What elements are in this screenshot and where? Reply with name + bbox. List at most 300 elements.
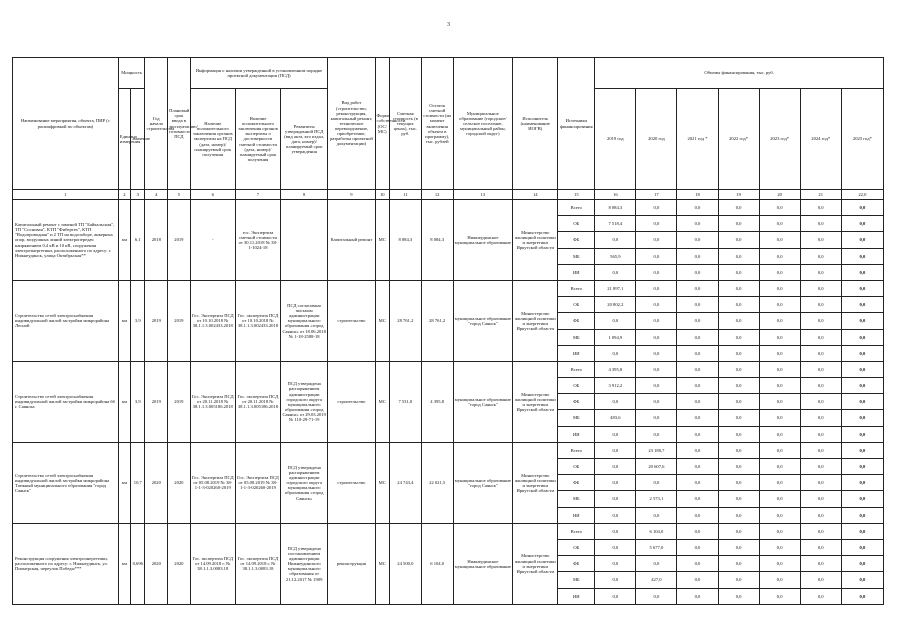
funding-value-cell: 0,0 bbox=[841, 556, 883, 572]
table-row bbox=[13, 361, 884, 377]
column-number-cell: 1 bbox=[13, 190, 119, 200]
funding-value-cell: 0,0 bbox=[841, 361, 883, 377]
table-row bbox=[13, 200, 884, 216]
funding-value-cell: 0,0 bbox=[636, 426, 677, 442]
header-year-2024: 2024 год* bbox=[800, 89, 841, 190]
executor-cell: Министерство жилищной политики и энергетики Иркутской области bbox=[513, 361, 558, 442]
estimate-cell: 7 531,0 bbox=[389, 361, 421, 442]
funding-value-cell: 7 518,4 bbox=[595, 216, 636, 232]
capacity-value-cell: 0,696 bbox=[131, 523, 145, 604]
work-type-cell: строительство bbox=[328, 442, 375, 523]
header-year-2022: 2022 год* bbox=[718, 89, 759, 190]
year-start-cell: 2020 bbox=[145, 523, 168, 604]
column-number-cell: 20 bbox=[759, 190, 800, 200]
column-number-cell: 3 bbox=[131, 190, 145, 200]
funding-value-cell: 0,0 bbox=[718, 475, 759, 491]
column-number-cell: 8 bbox=[281, 190, 328, 200]
estimate-cell: 24 743,4 bbox=[389, 442, 421, 523]
funding-value-cell: 0,0 bbox=[759, 361, 800, 377]
funding-value-cell: 0,0 bbox=[759, 491, 800, 507]
column-number-cell: 18 bbox=[677, 190, 718, 200]
funding-value-cell: 0,0 bbox=[636, 232, 677, 248]
funding-value-cell: 0,0 bbox=[595, 523, 636, 539]
funding-source-cell: МБ bbox=[558, 248, 595, 264]
year-plan-cell: 2019 bbox=[168, 280, 191, 361]
funding-value-cell: 0,0 bbox=[718, 410, 759, 426]
header-funding: Объемы финансирования, тыс. руб. bbox=[595, 58, 884, 89]
funding-source-cell: ОБ bbox=[558, 216, 595, 232]
year-start-cell: 2019 bbox=[145, 361, 168, 442]
funding-value-cell: 0,0 bbox=[759, 200, 800, 216]
funding-source-cell: ФБ bbox=[558, 313, 595, 329]
funding-value-cell: 0,0 bbox=[759, 297, 800, 313]
header-year-2023: 2023 год* bbox=[759, 89, 800, 190]
funding-value-cell: 6 104,0 bbox=[636, 523, 677, 539]
funding-value-cell: 0,0 bbox=[800, 556, 841, 572]
psd-positive-cell: Гос. Экспертиза ПСД от 05.08.2019 № 38-1-1-3-020260-2019 bbox=[190, 442, 235, 523]
funding-value-cell: 0,0 bbox=[636, 297, 677, 313]
funding-value-cell: 0,0 bbox=[800, 313, 841, 329]
column-number-cell: 13 bbox=[453, 190, 513, 200]
funding-source-cell: Всего bbox=[558, 523, 595, 539]
year-start-cell: 2019 bbox=[145, 280, 168, 361]
funding-value-cell: 0,0 bbox=[636, 475, 677, 491]
column-number-cell: 5 bbox=[168, 190, 191, 200]
funding-value-cell: 0,0 bbox=[718, 248, 759, 264]
funding-value-cell: 0,0 bbox=[800, 426, 841, 442]
investment-program-table bbox=[12, 57, 884, 605]
funding-value-cell: 0,0 bbox=[759, 459, 800, 475]
funding-value-cell: 0,0 bbox=[677, 216, 718, 232]
header-psd-requisites: Реквизиты утвержденной ПСД (вид акта, кто издал, дата, номер)/планируемый срок утверждения bbox=[281, 89, 328, 190]
funding-value-cell: 0,0 bbox=[841, 588, 883, 604]
capacity-unit-cell: км bbox=[118, 523, 130, 604]
funding-value-cell: 0,0 bbox=[841, 394, 883, 410]
column-number-cell: 10 bbox=[375, 190, 389, 200]
funding-value-cell: 0,0 bbox=[636, 507, 677, 523]
funding-value-cell: 2 573,1 bbox=[636, 491, 677, 507]
work-type-cell: реконструкция bbox=[328, 523, 375, 604]
funding-value-cell: 0,0 bbox=[759, 442, 800, 458]
remainder-cell: 6 104,0 bbox=[421, 523, 453, 604]
funding-value-cell: 0,0 bbox=[759, 329, 800, 345]
funding-value-cell: 0,0 bbox=[595, 539, 636, 555]
funding-value-cell: 8 084,3 bbox=[595, 200, 636, 216]
year-plan-cell: 2020 bbox=[168, 442, 191, 523]
executor-cell: Министерство жилищной политики и энергетики Иркутской области bbox=[513, 523, 558, 604]
psd-cost-cell: Гос. Экспертиза ПСД от 05.08.2019 № 38-1-1-3-020260-2019 bbox=[235, 442, 280, 523]
funding-value-cell: 0,0 bbox=[718, 556, 759, 572]
capacity-value-cell: 3,9 bbox=[131, 361, 145, 442]
object-name-cell: Строительство сетей электроснабжения индивидуальной жилой застройки микрорайона 6б г. Саянска bbox=[13, 361, 119, 442]
funding-value-cell: 0,0 bbox=[595, 345, 636, 361]
year-plan-cell: 2020 bbox=[168, 523, 191, 604]
funding-value-cell: 0,0 bbox=[677, 442, 718, 458]
funding-source-cell: ИИ bbox=[558, 588, 595, 604]
funding-value-cell: 0,0 bbox=[636, 394, 677, 410]
funding-value-cell: 0,0 bbox=[718, 507, 759, 523]
funding-value-cell: 0,0 bbox=[800, 200, 841, 216]
funding-value-cell: 0,0 bbox=[595, 394, 636, 410]
funding-value-cell: 0,0 bbox=[636, 280, 677, 296]
year-start-cell: 2018 bbox=[145, 200, 168, 281]
funding-value-cell: 0,0 bbox=[759, 539, 800, 555]
funding-value-cell: 0,0 bbox=[636, 378, 677, 394]
funding-value-cell: 0,0 bbox=[595, 264, 636, 280]
column-number-cell: 6 bbox=[190, 190, 235, 200]
funding-value-cell: 0,0 bbox=[759, 426, 800, 442]
ownership-cell: МС bbox=[375, 442, 389, 523]
funding-value-cell: 0,0 bbox=[677, 426, 718, 442]
funding-value-cell: 0,0 bbox=[841, 459, 883, 475]
funding-value-cell: 0,0 bbox=[677, 345, 718, 361]
funding-source-cell: ОБ bbox=[558, 459, 595, 475]
funding-value-cell: 0,0 bbox=[718, 200, 759, 216]
column-number-cell: 15 bbox=[558, 190, 595, 200]
funding-value-cell: 0,0 bbox=[595, 232, 636, 248]
capacity-unit-cell: км bbox=[118, 442, 130, 523]
funding-source-cell: ИИ bbox=[558, 264, 595, 280]
funding-value-cell: 5 677,0 bbox=[636, 539, 677, 555]
funding-value-cell: 0,0 bbox=[718, 313, 759, 329]
column-numbers-row bbox=[13, 190, 884, 200]
funding-source-cell: ОБ bbox=[558, 378, 595, 394]
funding-value-cell: 0,0 bbox=[800, 280, 841, 296]
column-number-cell: 4 bbox=[145, 190, 168, 200]
funding-value-cell: 0,0 bbox=[800, 329, 841, 345]
header-psd-info: Информация о наличии утвержденной в установленном порядке проектной документации (ПСД) bbox=[190, 58, 328, 89]
header-municipality: Муниципальное образование (городское/сельское поселение, муниципальный район, городской округ) bbox=[453, 58, 513, 190]
capacity-value-cell: 3,9 bbox=[131, 280, 145, 361]
funding-value-cell: 0,0 bbox=[718, 216, 759, 232]
funding-value-cell: 0,0 bbox=[800, 507, 841, 523]
funding-value-cell: 0,0 bbox=[800, 378, 841, 394]
header-work-type: Вид работ (строительство, реконструкция, капитальный ремонт, техническое перевооружение, приобретение, разработка проектной документации) bbox=[328, 58, 375, 190]
funding-value-cell: 0,0 bbox=[718, 588, 759, 604]
funding-value-cell: 0,0 bbox=[841, 523, 883, 539]
funding-value-cell: 0,0 bbox=[718, 329, 759, 345]
funding-value-cell: 0,0 bbox=[800, 394, 841, 410]
funding-value-cell: 0,0 bbox=[595, 459, 636, 475]
funding-source-cell: ИИ bbox=[558, 426, 595, 442]
header-year-2020: 2020 год bbox=[636, 89, 677, 190]
funding-value-cell: 0,0 bbox=[636, 588, 677, 604]
funding-value-cell: 0,0 bbox=[677, 361, 718, 377]
funding-value-cell: 21 897,1 bbox=[595, 280, 636, 296]
capacity-value-cell: 6,1 bbox=[131, 200, 145, 281]
funding-value-cell: 0,0 bbox=[800, 491, 841, 507]
funding-value-cell: 0,0 bbox=[800, 232, 841, 248]
funding-value-cell: 0,0 bbox=[636, 345, 677, 361]
funding-value-cell: 0,0 bbox=[759, 313, 800, 329]
remainder-cell: 4 395,8 bbox=[421, 361, 453, 442]
column-number-cell: 11 bbox=[389, 190, 421, 200]
funding-value-cell: 0,0 bbox=[636, 200, 677, 216]
work-type-cell: строительство bbox=[328, 361, 375, 442]
column-number-cell: 9 bbox=[328, 190, 375, 200]
funding-value-cell: 0,0 bbox=[841, 426, 883, 442]
funding-value-cell: 0,0 bbox=[718, 378, 759, 394]
header-value: Значение bbox=[131, 89, 145, 190]
funding-value-cell: 0,0 bbox=[759, 523, 800, 539]
funding-value-cell: 0,0 bbox=[677, 313, 718, 329]
funding-source-cell: ОБ bbox=[558, 297, 595, 313]
remainder-cell: 28 761,2 bbox=[421, 280, 453, 361]
header-capacity: Мощность bbox=[118, 58, 145, 89]
header-year-2025: 2025 год* bbox=[841, 89, 883, 190]
header-executor: Исполнитель (наименование ИОГВ) bbox=[513, 58, 558, 190]
funding-value-cell: 0,0 bbox=[841, 491, 883, 507]
funding-value-cell: 0,0 bbox=[718, 345, 759, 361]
remainder-cell: 8 084,3 bbox=[421, 200, 453, 281]
funding-source-cell: МБ bbox=[558, 491, 595, 507]
header-row-top bbox=[13, 58, 884, 89]
ownership-cell: МС bbox=[375, 523, 389, 604]
remainder-cell: 22 021,5 bbox=[421, 442, 453, 523]
column-number-cell: 19 bbox=[718, 190, 759, 200]
funding-source-cell: Всего bbox=[558, 200, 595, 216]
funding-value-cell: 0,0 bbox=[841, 232, 883, 248]
funding-value-cell: 0,0 bbox=[759, 248, 800, 264]
funding-value-cell: 0,0 bbox=[718, 232, 759, 248]
psd-cost-cell: Гос. экспертиза ПСД от 20.11.2018 № 38.1.1.3.005186.2018 bbox=[235, 361, 280, 442]
funding-value-cell: 0,0 bbox=[759, 556, 800, 572]
funding-value-cell: 0,0 bbox=[636, 264, 677, 280]
funding-value-cell: 0,0 bbox=[800, 588, 841, 604]
funding-value-cell: 0,0 bbox=[759, 264, 800, 280]
header-ownership: Форма собственности (ОС/МС) bbox=[375, 58, 389, 190]
executor-cell: Министерство жилищной политики и энергетики Иркутской области bbox=[513, 200, 558, 281]
funding-value-cell: 0,0 bbox=[718, 459, 759, 475]
funding-value-cell: 0,0 bbox=[677, 539, 718, 555]
estimate-cell: 8 084,3 bbox=[389, 200, 421, 281]
funding-value-cell: 0,0 bbox=[759, 410, 800, 426]
funding-value-cell: 0,0 bbox=[841, 539, 883, 555]
header-year-2021: 2021 год * bbox=[677, 89, 718, 190]
funding-value-cell: 20 802,2 bbox=[595, 297, 636, 313]
funding-value-cell: 0,0 bbox=[677, 507, 718, 523]
funding-value-cell: 23 180,7 bbox=[636, 442, 677, 458]
funding-value-cell: 0,0 bbox=[718, 572, 759, 588]
estimate-cell: 28 761,2 bbox=[389, 280, 421, 361]
funding-value-cell: 0,0 bbox=[677, 556, 718, 572]
header-year-2019: 2019 год bbox=[595, 89, 636, 190]
funding-value-cell: 0,0 bbox=[718, 297, 759, 313]
funding-value-cell: 0,0 bbox=[636, 329, 677, 345]
funding-value-cell: 0,0 bbox=[677, 264, 718, 280]
funding-value-cell: 0,0 bbox=[636, 556, 677, 572]
capacity-unit-cell: км bbox=[118, 361, 130, 442]
funding-value-cell: 0,0 bbox=[759, 345, 800, 361]
funding-value-cell: 0,0 bbox=[718, 280, 759, 296]
funding-value-cell: 0,0 bbox=[636, 248, 677, 264]
funding-value-cell: 0,0 bbox=[595, 442, 636, 458]
funding-value-cell: 0,0 bbox=[759, 280, 800, 296]
funding-source-cell: МБ bbox=[558, 329, 595, 345]
funding-value-cell: 0,0 bbox=[718, 523, 759, 539]
object-name-cell: Строительство сетей электроснабжения индивидуальной жилой застройки микрорайона Лесной bbox=[13, 280, 119, 361]
funding-value-cell: 0,0 bbox=[841, 442, 883, 458]
funding-source-cell: Всего bbox=[558, 442, 595, 458]
year-plan-cell: 2019 bbox=[168, 200, 191, 281]
psd-requisites-cell: ПСД утверждена постановлением администрации Нижнеудинского муниципального образования от 21.12.2017 № 1909 bbox=[281, 523, 328, 604]
table-row bbox=[13, 280, 884, 296]
header-estimate: Сметная стоимость (в текущих ценах), тыс. руб. bbox=[389, 58, 421, 190]
funding-value-cell: 0,0 bbox=[677, 248, 718, 264]
funding-value-cell: 0,0 bbox=[841, 264, 883, 280]
funding-value-cell: 0,0 bbox=[636, 216, 677, 232]
funding-value-cell: 0,0 bbox=[759, 394, 800, 410]
funding-value-cell: 0,0 bbox=[841, 313, 883, 329]
psd-requisites-cell: ПСД утверждена распоряжением администрации городского округа муниципального образования «город Саянск» от 29.03.2019 № 110-29-71-19 bbox=[281, 361, 328, 442]
funding-source-cell: ФБ bbox=[558, 556, 595, 572]
funding-value-cell: 0,0 bbox=[800, 539, 841, 555]
column-number-cell: 2 bbox=[118, 190, 130, 200]
funding-source-cell: Всего bbox=[558, 280, 595, 296]
psd-cost-cell: Гос. экспертиза ПСД от 10.10.2018 № 38.1.1.3.002433.2018 bbox=[235, 280, 280, 361]
executor-cell: Министерство жилищной политики и энергетики Иркутской области bbox=[513, 442, 558, 523]
funding-source-cell: ИИ bbox=[558, 507, 595, 523]
funding-value-cell: 0,0 bbox=[677, 588, 718, 604]
psd-cost-cell: гос. Экспертиза сметной стоимости от 30.11.2018 № 38-1-1024-18 bbox=[235, 200, 280, 281]
header-unit: Единица измерения bbox=[118, 89, 130, 190]
psd-positive-cell: - bbox=[190, 200, 235, 281]
funding-value-cell: 0,0 bbox=[677, 410, 718, 426]
funding-value-cell: 0,0 bbox=[595, 572, 636, 588]
column-number-cell: 21 bbox=[800, 190, 841, 200]
ownership-cell: МС bbox=[375, 280, 389, 361]
header-year-plan: Плановый срок ввода в эксплуатацию/готовности ПСД bbox=[168, 58, 191, 190]
funding-value-cell: 3 912,2 bbox=[595, 378, 636, 394]
funding-value-cell: 0,0 bbox=[595, 313, 636, 329]
funding-value-cell: 0,0 bbox=[718, 442, 759, 458]
funding-value-cell: 0,0 bbox=[677, 475, 718, 491]
funding-value-cell: 0,0 bbox=[677, 523, 718, 539]
funding-value-cell: 0,0 bbox=[636, 410, 677, 426]
funding-value-cell: 0,0 bbox=[718, 264, 759, 280]
column-number-cell: 16 bbox=[595, 190, 636, 200]
funding-value-cell: 0,0 bbox=[841, 410, 883, 426]
funding-value-cell: 0,0 bbox=[677, 378, 718, 394]
funding-value-cell: 0,0 bbox=[759, 232, 800, 248]
header-sources: Источники финансирования bbox=[558, 58, 595, 190]
funding-value-cell: 0,0 bbox=[759, 588, 800, 604]
psd-positive-cell: Гос. Экспертиза ПСД от 10.10.2018 № 38.1.1.3.002433.2018 bbox=[190, 280, 235, 361]
capacity-value-cell: 10,7 bbox=[131, 442, 145, 523]
funding-value-cell: 0,0 bbox=[841, 507, 883, 523]
funding-source-cell: ИИ bbox=[558, 345, 595, 361]
funding-value-cell: 0,0 bbox=[841, 329, 883, 345]
funding-value-cell: 0,0 bbox=[800, 216, 841, 232]
funding-value-cell: 0,0 bbox=[841, 475, 883, 491]
executor-cell: Министерство жилищной политики и энергетики Иркутской области bbox=[513, 280, 558, 361]
funding-value-cell: 0,0 bbox=[800, 459, 841, 475]
column-number-cell: 14 bbox=[513, 190, 558, 200]
funding-source-cell: ФБ bbox=[558, 475, 595, 491]
funding-value-cell: 0,0 bbox=[841, 572, 883, 588]
funding-value-cell: 0,0 bbox=[677, 329, 718, 345]
work-type-cell: строительство bbox=[328, 280, 375, 361]
funding-value-cell: 0,0 bbox=[677, 297, 718, 313]
column-number-cell: 22,0 bbox=[841, 190, 883, 200]
municipality-cell: муниципальное образование "город Саянск" bbox=[453, 361, 513, 442]
column-number-cell: 17 bbox=[636, 190, 677, 200]
column-number-cell: 12 bbox=[421, 190, 453, 200]
funding-value-cell: 565,9 bbox=[595, 248, 636, 264]
estimate-cell: 24 500,0 bbox=[389, 523, 421, 604]
capacity-unit-cell: км bbox=[118, 280, 130, 361]
municipality-cell: муниципальное образование "город Саянск" bbox=[453, 442, 513, 523]
header-psd-positive: Наличие положительного заключения органов экспертизы на ПСД (дата, номер)/планируемый срок получения bbox=[190, 89, 235, 190]
funding-value-cell: 483,6 bbox=[595, 410, 636, 426]
psd-positive-cell: Гос. экспертиза ПСД от 14.09.2018 г. № 38.1.1.3.0083.18 bbox=[190, 523, 235, 604]
psd-cost-cell: Гос. экспертиза ПСД от 14.09.2018 г. № 38.1.1.3.0083.18 bbox=[235, 523, 280, 604]
capacity-unit-cell: км bbox=[118, 200, 130, 281]
funding-value-cell: 0,0 bbox=[800, 361, 841, 377]
municipality-cell: муниципальное образование "город Саянск" bbox=[453, 280, 513, 361]
funding-value-cell: 0,0 bbox=[841, 297, 883, 313]
funding-value-cell: 0,0 bbox=[595, 507, 636, 523]
funding-value-cell: 0,0 bbox=[677, 200, 718, 216]
header-remainder: Остаток сметной стоимости (на момент включения объекта в программу), тыс. рублей bbox=[421, 58, 453, 190]
psd-positive-cell: Гос. Экспертиза ПСД от 20.11.2018 № 38.1.1.3.005186.2018 bbox=[190, 361, 235, 442]
ownership-cell: МС bbox=[375, 200, 389, 281]
funding-source-cell: ОБ bbox=[558, 539, 595, 555]
funding-value-cell: 0,0 bbox=[841, 280, 883, 296]
funding-value-cell: 0,0 bbox=[677, 232, 718, 248]
funding-value-cell: 427,0 bbox=[636, 572, 677, 588]
funding-value-cell: 0,0 bbox=[759, 378, 800, 394]
table-row bbox=[13, 442, 884, 458]
funding-value-cell: 0,0 bbox=[677, 280, 718, 296]
header-year-start: Год начала строительства bbox=[145, 58, 168, 190]
funding-value-cell: 0,0 bbox=[800, 442, 841, 458]
funding-value-cell: 0,0 bbox=[677, 459, 718, 475]
funding-value-cell: 0,0 bbox=[841, 378, 883, 394]
column-number-cell: 7 bbox=[235, 190, 280, 200]
funding-value-cell: 0,0 bbox=[718, 361, 759, 377]
funding-value-cell: 0,0 bbox=[841, 248, 883, 264]
funding-value-cell: 0,0 bbox=[759, 572, 800, 588]
header-name: Наименование мероприятия, объекта, ПИР (с расшифровкой по объектам) bbox=[13, 58, 119, 190]
funding-value-cell: 4 395,8 bbox=[595, 361, 636, 377]
funding-source-cell: МБ bbox=[558, 572, 595, 588]
page-number: 3 bbox=[447, 22, 450, 28]
funding-value-cell: 0,0 bbox=[636, 313, 677, 329]
funding-value-cell: 0,0 bbox=[636, 361, 677, 377]
funding-value-cell: 0,0 bbox=[759, 507, 800, 523]
funding-value-cell: 0,0 bbox=[800, 345, 841, 361]
header-psd-cost: Наличие положительного заключения органов экспертизы о достоверности сметной стоимости (дата, номер)/планируемый срок получения bbox=[235, 89, 280, 190]
funding-value-cell: 0,0 bbox=[677, 572, 718, 588]
object-name-cell: Строительство сетей электроснабжения индивидуальной жилой застройки микрорайона Таежный муниципального образования "город Саянск" bbox=[13, 442, 119, 523]
funding-value-cell: 0,0 bbox=[800, 410, 841, 426]
funding-value-cell: 0,0 bbox=[718, 394, 759, 410]
funding-value-cell: 0,0 bbox=[595, 588, 636, 604]
funding-source-cell: Всего bbox=[558, 361, 595, 377]
funding-value-cell: 0,0 bbox=[800, 264, 841, 280]
funding-source-cell: ФБ bbox=[558, 232, 595, 248]
funding-value-cell: 0,0 bbox=[800, 248, 841, 264]
funding-value-cell: 0,0 bbox=[718, 539, 759, 555]
table-row bbox=[13, 523, 884, 539]
funding-value-cell: 20 607,6 bbox=[636, 459, 677, 475]
psd-requisites-cell: ПСД согласовано письмом администрации муниципального образования «город Саянск» от 18.06.2018 № 1-18-2588-18 bbox=[281, 280, 328, 361]
funding-value-cell: 0,0 bbox=[595, 426, 636, 442]
funding-value-cell: 0,0 bbox=[595, 475, 636, 491]
funding-value-cell: 0,0 bbox=[800, 523, 841, 539]
funding-value-cell: 0,0 bbox=[759, 216, 800, 232]
